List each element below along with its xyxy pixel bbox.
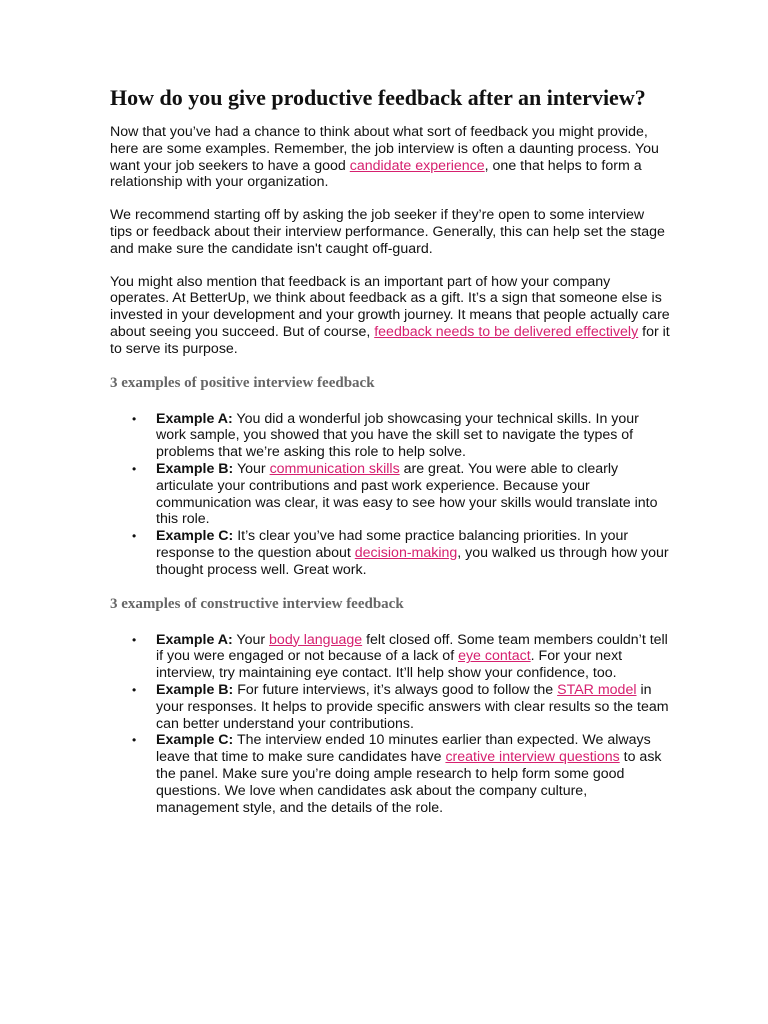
example-text: Your <box>232 631 270 648</box>
constructive-feedback-list <box>110 632 670 817</box>
list-item <box>110 461 670 528</box>
example-label: Example A: <box>156 410 233 427</box>
star-model-link[interactable]: STAR model <box>557 681 637 698</box>
communication-skills-link[interactable]: communication skills <box>269 460 400 477</box>
example-label: Example B: <box>156 681 234 698</box>
bullet-icon: • <box>132 411 137 426</box>
feedback-delivered-link[interactable]: feedback needs to be delivered effectively <box>374 323 639 340</box>
recommendation-paragraph: We recommend starting off by asking the job seeker if they’re open to some interview tips or feedback about their interview performance. Generally, this can help set the stage and make sure the candidate isn't caught off-guard. <box>110 207 665 257</box>
list-item <box>110 682 670 732</box>
example-text: in your responses. It helps to provide specific answers with clear results so the team can better understand your contributions. <box>156 681 669 732</box>
example-label: Example C: <box>156 732 234 749</box>
candidate-experience-link[interactable]: candidate experience <box>349 157 485 174</box>
example-text: are great. You were able to clearly articulate your contributions and past work experience. Because your communication was clear, it was easy to see how your skills would translate into this role. <box>156 460 658 528</box>
example-text: For future interviews, it’s always good to follow the <box>233 681 558 698</box>
example-label: Example C: <box>156 528 234 545</box>
article-content <box>110 84 670 832</box>
example-label: Example A: <box>156 631 233 648</box>
list-item <box>110 732 670 816</box>
example-text: felt closed off. Some team members couldn’t tell if you were engaged or not because of a lack of <box>156 631 668 665</box>
example-text: to ask the panel. Make sure you’re doing ample research to help form some good questions. We love when candidates ask about the company culture, management style, and the details of the role. <box>156 749 662 816</box>
list-item <box>110 528 670 578</box>
example-text: It’s clear you’ve had some practice balancing priorities. In your response to the question about <box>156 528 629 561</box>
bullet-icon: • <box>132 682 137 697</box>
constructive-feedback-heading: 3 examples of constructive interview feedback <box>110 595 404 612</box>
gift-text-before: You might also mention that feedback is an important part of how your company operates. At BetterUp, we think about feedback as a gift. It’s a sign that someone else is invested in your development and your growth journey. It means that people actually care about seeing you succeed. But of course, <box>110 273 670 340</box>
feedback-gift-paragraph <box>110 274 670 358</box>
example-text: , you walked us through how your thought process well. Great work. <box>156 544 669 578</box>
list-item <box>110 411 670 461</box>
bullet-icon: • <box>132 733 137 748</box>
example-text: You did a wonderful job showcasing your technical skills. In your work sample, you showed that you have the skill set to navigate the types of problems that we’re asking this role to help solve. <box>156 410 639 461</box>
gift-text-after: for it to serve its purpose. <box>110 323 670 357</box>
example-label: Example B: <box>156 460 234 477</box>
positive-feedback-heading: 3 examples of positive interview feedback <box>110 374 375 391</box>
intro-text-after: , one that helps to form a relationship with your organization. <box>110 157 642 191</box>
bullet-icon: • <box>132 529 137 544</box>
list-item <box>110 632 670 682</box>
creative-interview-questions-link[interactable]: creative interview questions <box>445 749 620 766</box>
bullet-icon: • <box>132 632 137 647</box>
example-text: The interview ended 10 minutes earlier than expected. We always leave that time to make sure candidates have <box>156 732 651 766</box>
positive-feedback-list <box>110 411 670 579</box>
article-title: How do you give productive feedback after an interview? <box>110 85 646 110</box>
decision-making-link[interactable]: decision-making <box>354 544 458 561</box>
eye-contact-link[interactable]: eye contact <box>458 648 531 665</box>
intro-text-before: Now that you’ve had a chance to think about what sort of feedback you might provide, here are some examples. Remember, the job interview is often a daunting process. You want your job seekers to have a good <box>110 124 659 174</box>
intro-paragraph <box>110 124 670 191</box>
body-language-link[interactable]: body language <box>269 631 363 648</box>
example-text: . For your next interview, try maintaining eye contact. It’ll help show your confidence, too. <box>156 648 623 682</box>
example-text: Your <box>233 460 270 477</box>
bullet-icon: • <box>132 461 137 476</box>
